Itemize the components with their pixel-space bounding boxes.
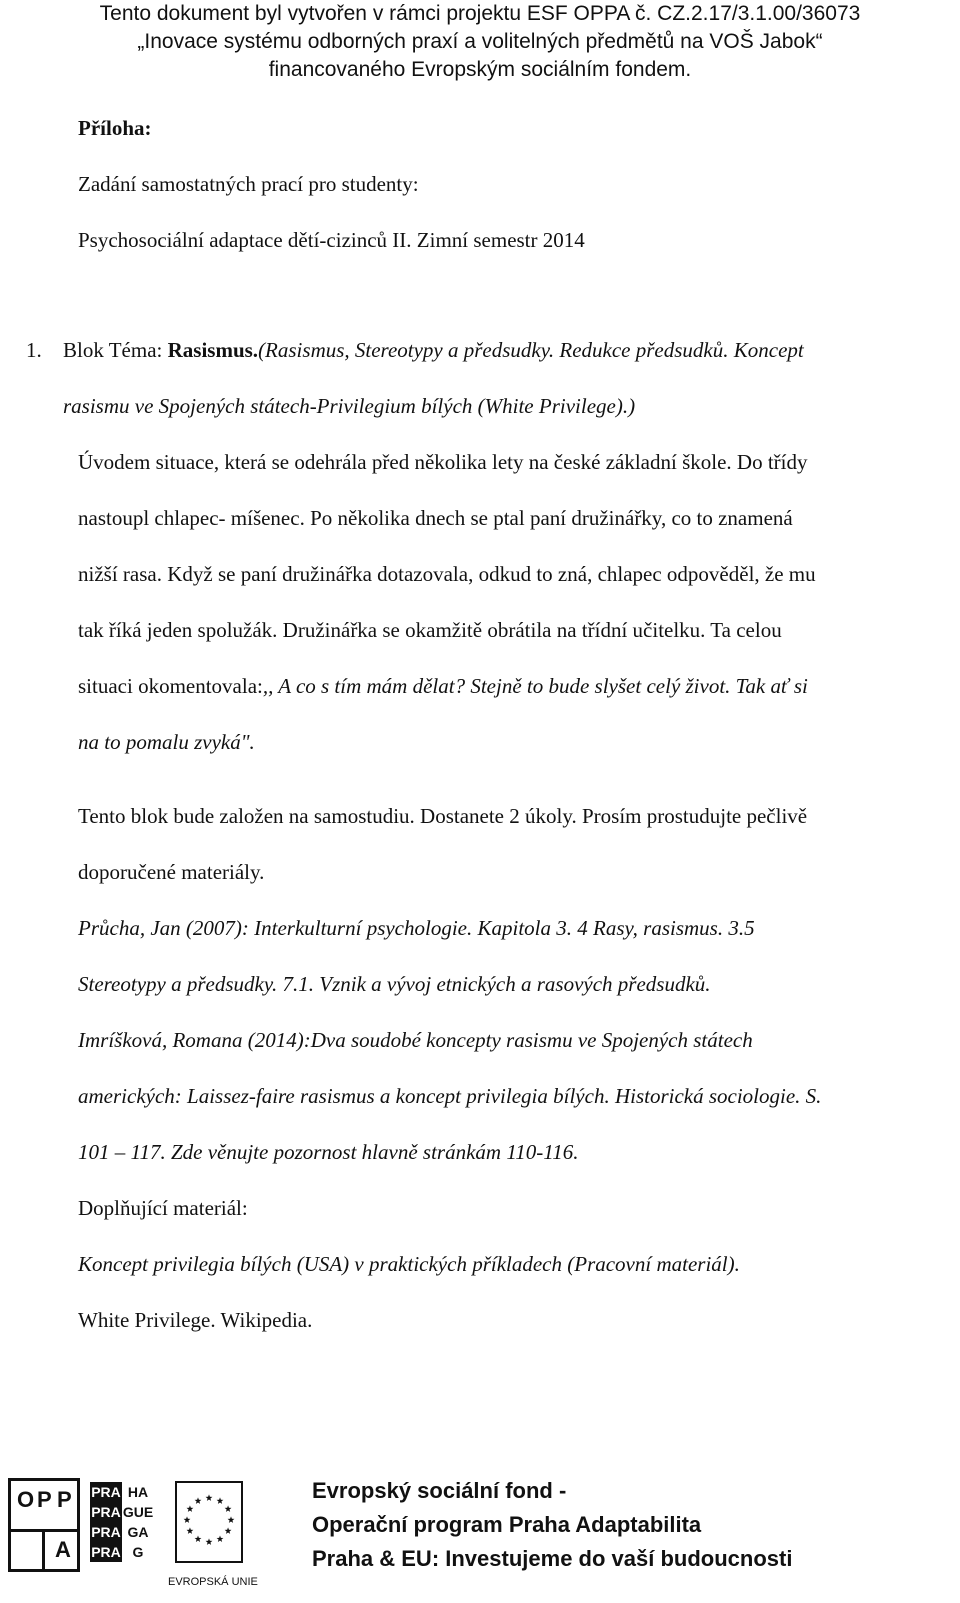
attachment-line-1: Zadání samostatných prací pro studenty: — [78, 172, 419, 196]
story-line-6: na to pomalu zvyká". — [78, 730, 255, 754]
instructions-line-2: doporučené materiály. — [78, 860, 265, 884]
praha-cell: PRA — [91, 1504, 121, 1520]
reference-1: Průcha, Jan (2007): Interkulturní psychologie. Kapitola 3. 4 Rasy, rasismus. 3.5 — [78, 916, 755, 940]
supplement-item-2: White Privilege. Wikipedia. — [78, 1308, 313, 1332]
instructions-line-1: Tento blok bude založen na samostudiu. Dostanete 2 úkoly. Prosím prostudujte pečlivě — [78, 804, 808, 828]
reference-5: 101 – 117. Zde věnujte pozornost hlavně stránkám 110-116. — [78, 1140, 579, 1164]
footer-line-1: Evropský sociální fond - — [312, 1478, 567, 1503]
praha-cell: PRA — [91, 1524, 121, 1540]
supplement-item-1: Koncept privilegia bílých (USA) v praktických příkladech (Pracovní materiál). — [78, 1252, 740, 1276]
attachment-line-2: Psychosociální adaptace dětí-cizinců II. Zimní semestr 2014 — [78, 228, 585, 252]
reference-2: Stereotypy a předsudky. 7.1. Vznik a vývoj etnických a rasových předsudků. — [78, 972, 711, 996]
block-title-line — [63, 338, 804, 363]
footer-line-2: Operační program Praha Adaptabilita — [312, 1512, 702, 1537]
block-number: 1. — [26, 338, 42, 362]
story-line-2: nastoupl chlapec- míšenec. Po několika dnech se ptal paní družinářky, co to znamená — [78, 506, 793, 530]
oppa-letter-p1: P — [37, 1487, 52, 1512]
oppa-divider-v — [42, 1529, 45, 1569]
header-line-2: „Inovace systému odborných praxí a volitelných předmětů na VOŠ Jabok“ — [137, 30, 823, 53]
story-line-5 — [78, 674, 808, 699]
praha-cell: G — [122, 1542, 154, 1562]
story-line-1: Úvodem situace, která se odehrála před několika lety na české základní škole. Do třídy — [78, 450, 808, 474]
story-line-4: tak říká jeden spolužák. Družinářka se okamžitě obrátila na třídní učitelku. Ta celou — [78, 618, 782, 642]
header-line-3: financovaného Evropským sociálním fondem. — [268, 58, 692, 81]
attachment-heading: Příloha: — [78, 116, 152, 140]
block-subtopics-b: rasismu ve Spojených státech-Privilegium bílých (White Privilege).) — [63, 394, 636, 418]
praha-cell: HA — [122, 1482, 154, 1502]
header-line-1: Tento dokument byl vytvořen v rámci projektu ESF OPPA č. CZ.2.17/3.1.00/36073 — [99, 2, 861, 25]
praha-cell: GUE — [122, 1504, 154, 1520]
oppa-logo — [8, 1478, 80, 1572]
eu-flag-icon — [172, 1478, 246, 1568]
footer-text — [312, 1474, 792, 1576]
oppa-letter-p2: P — [57, 1487, 72, 1512]
document-header — [0, 0, 960, 84]
block-label: Blok Téma: — [63, 338, 168, 362]
reference-3: Imríšková, Romana (2014):Dva soudobé koncepty rasismu ve Spojených státech — [78, 1028, 753, 1052]
footer-line-3: Praha & EU: Investujeme do vaší budoucnosti — [312, 1546, 793, 1571]
block-topic: Rasismus. — [167, 338, 259, 362]
reference-4: amerických: Laissez-faire rasismus a koncept privilegia bílých. Historická sociologie. S. — [78, 1084, 822, 1108]
praha-cell: PRA — [91, 1484, 121, 1500]
eu-label: EVROPSKÁ UNIE — [168, 1576, 258, 1588]
praha-logo — [90, 1482, 154, 1562]
story-line-3: nižší rasa. Když se paní družinářka dotazovala, odkud to zná, chlapec odpověděl, že mu — [78, 562, 816, 586]
supplement-heading: Doplňující materiál: — [78, 1196, 248, 1220]
oppa-letter-a: A — [55, 1537, 71, 1562]
block-subtopics-a: (Rasismus, Stereotypy a předsudky. Redukce předsudků. Koncept — [258, 338, 804, 362]
footer-logos — [8, 1478, 278, 1598]
oppa-letter-o: O — [17, 1487, 35, 1512]
story-quote: ,, A co s tím mám dělat? Stejně to bude slyšet celý život. Tak ať si — [262, 674, 808, 698]
praha-cell: GA — [122, 1522, 154, 1542]
praha-cell: PRA — [91, 1544, 121, 1560]
story-line-5a: situaci okomentovala: — [78, 674, 263, 698]
